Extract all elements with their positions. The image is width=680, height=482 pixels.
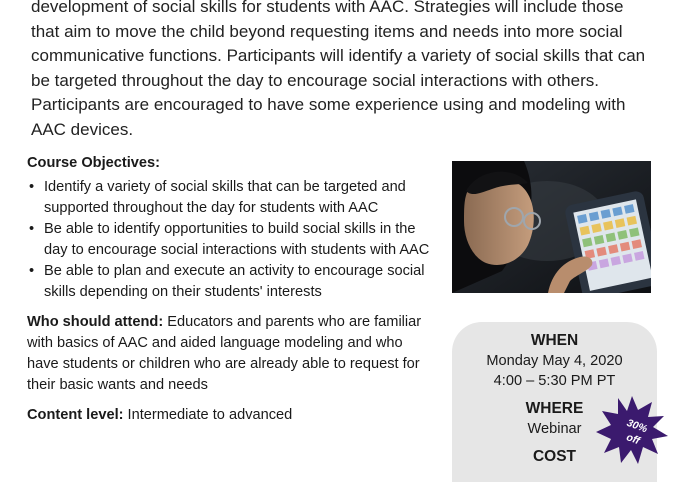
content-level <box>27 405 432 426</box>
badge-line1: 30% <box>625 416 649 436</box>
discount-badge <box>596 396 668 468</box>
objective-item <box>27 219 432 261</box>
student-using-aac-device-photo <box>452 161 651 293</box>
event-location: Webinar <box>527 421 582 437</box>
bullet-icon: • <box>29 179 35 195</box>
photo-illustration <box>452 161 651 293</box>
who-should-attend <box>27 312 432 396</box>
content-level-text: Intermediate to advanced <box>123 407 293 423</box>
objectives-list <box>27 177 432 303</box>
course-details <box>27 153 432 435</box>
attend-label: Who should attend: <box>27 314 164 330</box>
objective-item <box>27 261 432 303</box>
content-level-label: Content level: <box>27 407 124 423</box>
objectives-heading: Course Objectives: <box>27 155 161 171</box>
course-description <box>31 0 656 142</box>
bullet-icon: • <box>29 221 35 237</box>
objective-text: Be able to identify opportunities to build social skills in the day to encourage social interactions with students with AAC <box>44 221 430 258</box>
event-time: 4:00 – 5:30 PM PT <box>493 373 616 389</box>
when-heading: WHEN <box>530 332 579 349</box>
where-heading: WHERE <box>525 400 584 417</box>
event-date: Monday May 4, 2020 <box>486 353 623 369</box>
description-text: development of social skills for students with AAC. Strategies will include those that aim to move the child beyond requesting items and needs into more social communicative functions. Participants will identify a variety of social skills that can be targeted throughout the day to encourage social interactions with others. Participants are encouraged to have some experience using and modeling with AAC devices. <box>31 0 646 139</box>
objective-item <box>27 177 432 219</box>
cost-heading: COST <box>532 448 577 465</box>
starburst-icon <box>596 396 668 468</box>
badge-line2: off <box>624 431 642 448</box>
bullet-icon: • <box>29 263 35 279</box>
objective-text: Be able to plan and execute an activity to encourage social skills depending on their students' interests <box>44 263 425 300</box>
attend-text: Educators and parents who are familiar with basics of AAC and aided language modeling and who have students or children who are already able to request for their basic wants and needs <box>27 314 422 393</box>
objective-text: Identify a variety of social skills that can be targeted and supported throughout the day for students with AAC <box>44 179 406 216</box>
